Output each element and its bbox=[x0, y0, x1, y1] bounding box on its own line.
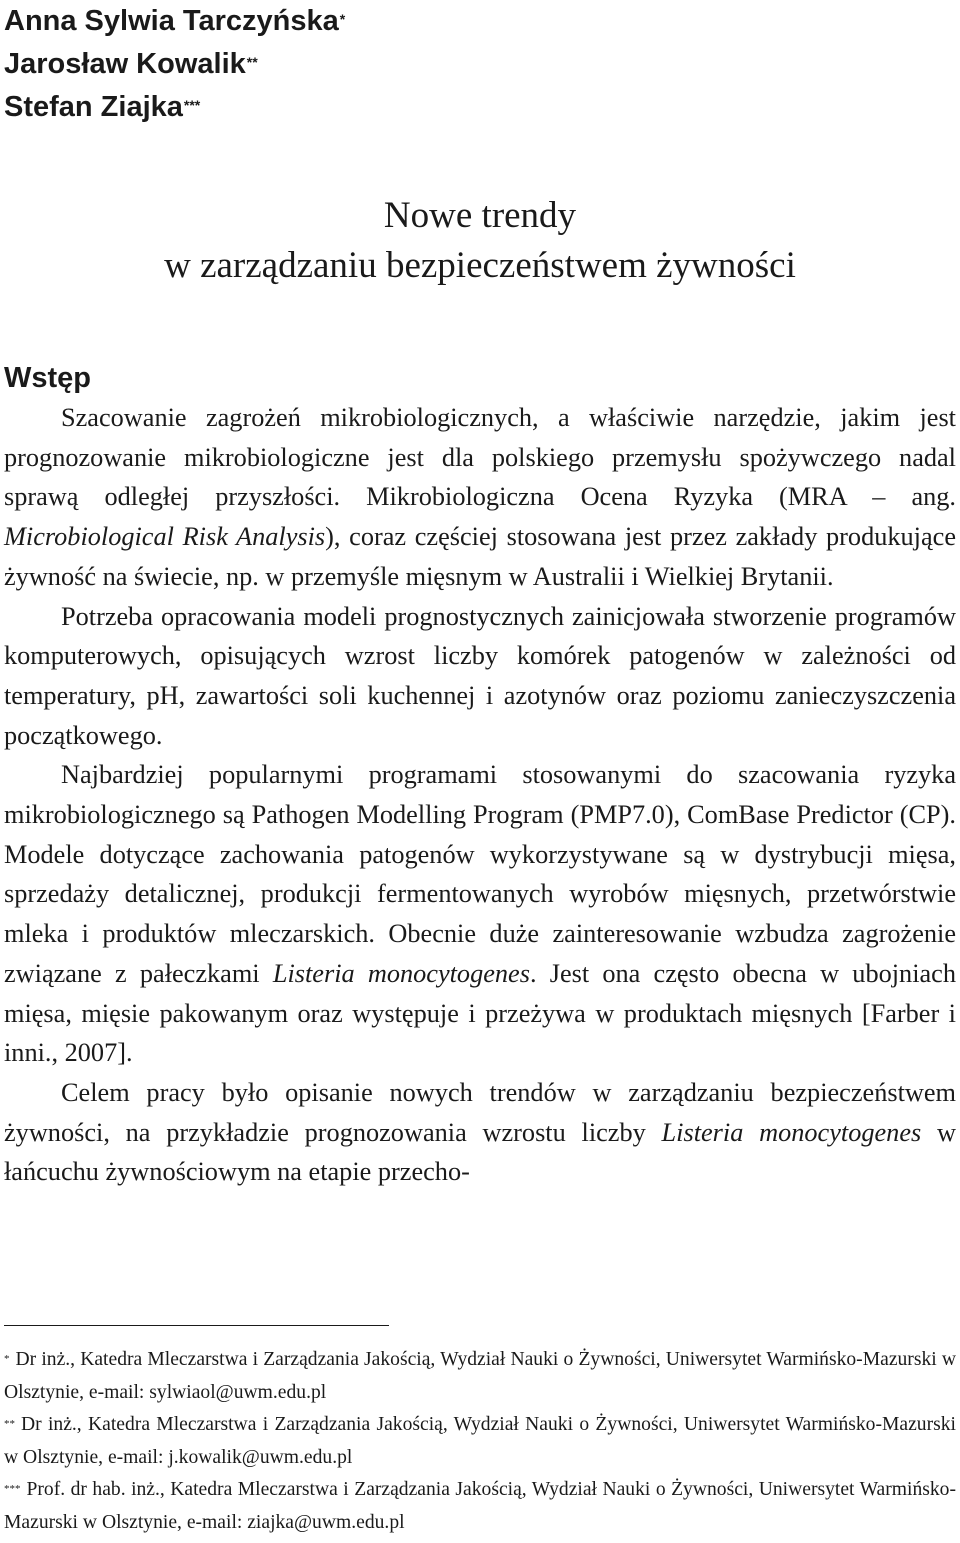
paragraph: Potrzeba opracowania modeli prognostycznych zainicjowała stworzenie programów komputerowych, opisujących wzrost liczby komórek patogenów w zależności od temperatury, pH, zawartości soli kuchennej i azotynów oraz poziomu zanieczyszczenia początkowego. bbox=[4, 601, 956, 750]
footnotes bbox=[4, 1344, 956, 1540]
author-list bbox=[4, 0, 345, 129]
footnote-marker: * bbox=[4, 1353, 10, 1365]
footnote-marker: * bbox=[339, 11, 346, 27]
article-title-line-2: w zarządzaniu bezpieczeństwem żywności bbox=[164, 245, 796, 286]
italic-term: Listeria monocytogenes bbox=[272, 958, 530, 988]
author-name: Anna Sylwia Tarczyńska* bbox=[4, 5, 346, 37]
paragraph: Szacowanie zagrożeń mikrobiologicznych, a właściwie narzędzie, jakim jest prognozowanie mikrobiologiczne jest dla polskiego przemysłu spożywczego nadal sprawą odległej przyszłości. Mikrobiologiczna Ocena Ryzyka (MRA – ang. Microbiological Risk Analysis), coraz częściej stosowana jest przez zakłady produkujące żywność na świecie, np. w przemyśle mięsnym w Australii i Wielkiej Brytanii. bbox=[4, 403, 956, 591]
footnote: * Dr inż., Katedra Mleczarstwa i Zarządzania Jakością, Wydział Nauki o Żywności, Uniwersytet Warmińsko-Mazurski w Olsztynie, e-mail: sylwiaol@uwm.edu.pl bbox=[4, 1349, 956, 1403]
footnote-separator bbox=[4, 1325, 389, 1326]
author-name: Jarosław Kowalik** bbox=[4, 48, 258, 80]
footnote: *** Prof. dr hab. inż., Katedra Mleczarstwa i Zarządzania Jakością, Wydział Nauki o Żywności, Uniwersytet Warmińsko-Mazurski w Olsztynie, e-mail: ziajka@uwm.edu.pl bbox=[4, 1479, 956, 1533]
body-text bbox=[4, 398, 956, 1192]
footnote-marker: *** bbox=[183, 97, 201, 113]
footnote-marker: *** bbox=[4, 1483, 21, 1496]
italic-term: Listeria monocytogenes bbox=[661, 1117, 922, 1147]
footnote-marker: ** bbox=[4, 1418, 15, 1431]
paragraph: Najbardziej popularnymi programami stosowanymi do szacowania ryzyka mikrobiologicznego są Pathogen Modelling Program (PMP7.0), ComBase Predictor (CP). Modele dotyczące zachowania patogenów wykorzystywane są w dystrybucji mięsa, sprzedaży detalicznej, produkcji fermentowanych wyrobów mięsnych, przetwórstwie mleka i produktów mleczarskich. Obecnie duże zainteresowanie wzbudza zagrożenie związane z pałeczkami Listeria monocytogenes. Jest ona często obecna w ubojniach mięsa, mięsie pakowanym oraz występuje i przeżywa w produktach mięsnych [Farber i inni., 2007]. bbox=[4, 760, 956, 1068]
italic-term: Microbiological Risk Analysis bbox=[4, 522, 326, 552]
footnote: ** Dr inż., Katedra Mleczarstwa i Zarządzania Jakością, Wydział Nauki o Żywności, Uniwersytet Warmińsko-Mazurski w Olsztynie, e-mail: j.kowalik@uwm.edu.pl bbox=[4, 1414, 956, 1468]
section-heading: Wstęp bbox=[4, 362, 91, 394]
paragraph: Celem pracy było opisanie nowych trendów w zarządzaniu bezpieczeństwem żywności, na przykładzie prognozowania wzrostu liczby Listeria monocytogenes w łańcuchu żywnościowym na etapie przecho- bbox=[4, 1077, 956, 1187]
article-title-line-1: Nowe trendy bbox=[383, 195, 577, 236]
footnote-marker: ** bbox=[246, 54, 258, 70]
author-name: Stefan Ziajka*** bbox=[4, 91, 201, 123]
